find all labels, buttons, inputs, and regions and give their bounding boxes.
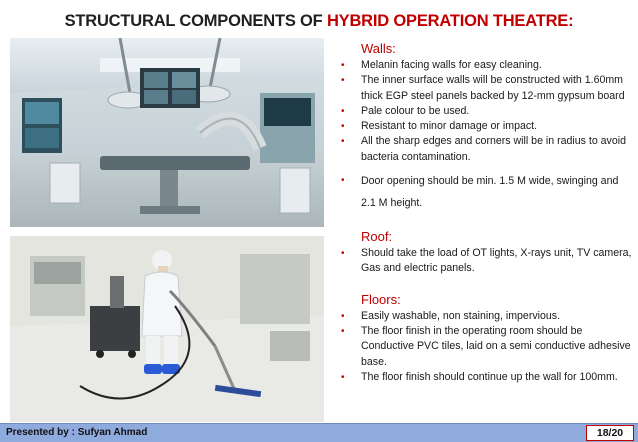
- bullet-icon: •: [341, 248, 345, 260]
- walls-item: • Pale colour to be used.: [337, 104, 632, 119]
- bullet-icon: •: [341, 60, 345, 71]
- presenter-label: Presented by : Sufyan Ahmad: [6, 427, 148, 438]
- operating-room-photo: [10, 38, 324, 227]
- floors-item: • The floor finish in the operating room should be Conductive PVC tiles, laid on a semi conductive adhesive base.: [341, 324, 631, 368]
- floors-item: • Easily washable, non staining, impervious.: [337, 309, 632, 324]
- footer-bar: [0, 423, 638, 442]
- bullet-icon: •: [341, 105, 345, 117]
- floors-list: [337, 309, 632, 385]
- bullet-icon: •: [341, 371, 345, 383]
- slide-title-part2: HYBRID OPERATION THEATRE:: [326, 12, 574, 30]
- slide-title-part1: STRUCTURAL COMPONENTS OF: [64, 12, 327, 30]
- floors-item: • The floor finish should continue up the wall for 100mm.: [337, 370, 632, 385]
- page-number: 18/20: [586, 425, 634, 441]
- roof-heading: Roof:: [361, 229, 393, 245]
- floor-cleaning-photo: [10, 236, 324, 422]
- bullet-icon: •: [341, 325, 345, 337]
- operating-room-illustration: [10, 38, 324, 227]
- walls-item: • Door opening should be min. 1.5 M wide, swinging and 2.1 M height.: [337, 170, 632, 214]
- walls-list: [337, 58, 632, 214]
- bullet-icon: •: [341, 75, 345, 87]
- walls-item: • Resistant to minor damage or impact.: [337, 119, 632, 134]
- bullet-icon: •: [341, 136, 345, 148]
- walls-heading: Walls:: [361, 41, 396, 56]
- content-column: [337, 40, 632, 385]
- bullet-icon: •: [341, 310, 345, 322]
- slide-title: [0, 12, 638, 31]
- walls-item: • Melanin facing walls for easy cleaning.: [337, 58, 632, 73]
- roof-list: [337, 246, 632, 277]
- walls-item: • All the sharp edges and corners will be in radius to avoid bacteria contamination.: [341, 135, 626, 163]
- bullet-icon: •: [341, 121, 345, 133]
- walls-item: • The inner surface walls will be constructed with 1.60mm thick EGP steel panels backed by 12-mm gypsum board: [341, 74, 625, 102]
- floors-heading: Floors:: [361, 291, 401, 307]
- roof-item: • Should take the load of OT lights, X-rays unit, TV camera, Gas and electric panels.: [341, 247, 632, 275]
- floor-cleaning-illustration: [10, 236, 324, 422]
- bullet-icon: •: [341, 175, 345, 187]
